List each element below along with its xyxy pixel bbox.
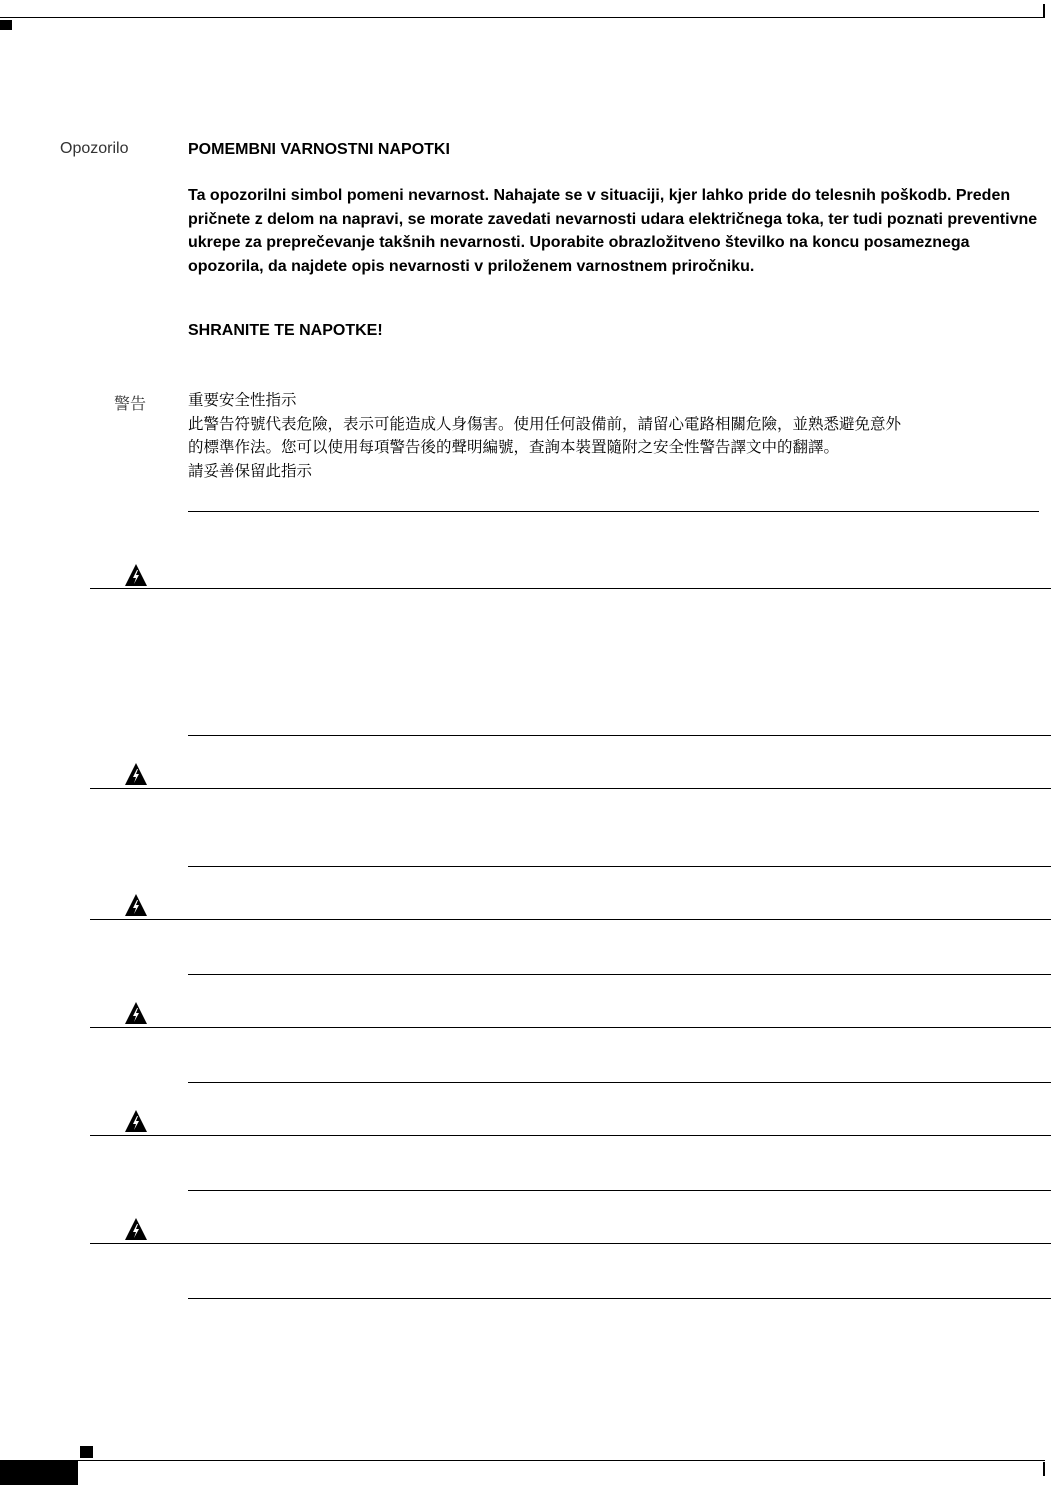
top-left-marker	[0, 20, 12, 30]
warning-rule-top	[90, 1243, 1051, 1244]
warning-rule-top	[90, 919, 1051, 920]
warning-body-chinese	[188, 389, 1038, 483]
warning-title-chinese: 重要安全性指示	[188, 391, 297, 409]
warning-triangle-icon	[124, 893, 148, 917]
warning-rule-bottom	[188, 866, 1051, 867]
warning-body-slovenian: Ta opozorilni simbol pomeni nevarnost. Nahajate se v situaciji, kjer lahko pride do telesnih poškodb. Preden pričnete z delom na napravi, se morate zavedati nevarnosti udara električnega toka, ter tudi poznati preventivne ukrepe za preprečevanje takšnih nevarnosti. Uporabite obrazložitveno številko na koncu posameznega opozorila, da najdete opis nevarnosti v priloženem varnostnem priročniku.	[188, 187, 1038, 275]
warning-triangle-icon	[124, 1001, 148, 1025]
warning-closing-slovenian: SHRANITE TE NAPOTKE!	[188, 322, 383, 339]
warning-rule-top	[90, 1135, 1051, 1136]
bottom-right-tick	[1043, 1462, 1045, 1476]
warning-label-slovenian: Opozorilo	[60, 140, 129, 157]
warning-rule-bottom	[188, 735, 1051, 736]
warning-body-chinese-line-1: 此警告符號代表危險，表示可能造成人身傷害。使用任何設備前，請留心電路相關危險，並熟悉避免意外	[188, 414, 902, 433]
warning-body-chinese-line-2: 的標準作法。您可以使用每項警告後的聲明編號，查詢本裝置隨附之安全性警告譯文中的翻譯。	[188, 438, 840, 456]
warning-triangle-icon	[124, 762, 148, 786]
warning-rule-top	[90, 788, 1051, 789]
warning-closing-chinese: 請妥善保留此指示	[188, 461, 313, 480]
warning-triangle-icon	[124, 1217, 148, 1241]
warning-rule-bottom	[188, 1190, 1051, 1191]
top-right-tick	[1043, 4, 1045, 18]
warning-triangle-icon	[124, 563, 148, 587]
warning-rule-top	[90, 1027, 1051, 1028]
warning-rule-bottom	[188, 1082, 1051, 1083]
bottom-border-line	[0, 1460, 1045, 1461]
section-divider	[188, 511, 1039, 512]
warning-title-slovenian: POMEMBNI VARNOSTNI NAPOTKI	[188, 141, 450, 158]
warning-label-chinese: 警告	[114, 394, 147, 413]
bottom-left-bar	[0, 1460, 78, 1485]
warning-rule-bottom	[188, 1298, 1051, 1299]
top-border-line	[0, 17, 1045, 18]
warning-triangle-icon	[124, 1109, 148, 1133]
bottom-left-marker	[80, 1446, 93, 1458]
warning-rule-bottom	[188, 974, 1051, 975]
warning-rule-top	[90, 588, 1051, 589]
